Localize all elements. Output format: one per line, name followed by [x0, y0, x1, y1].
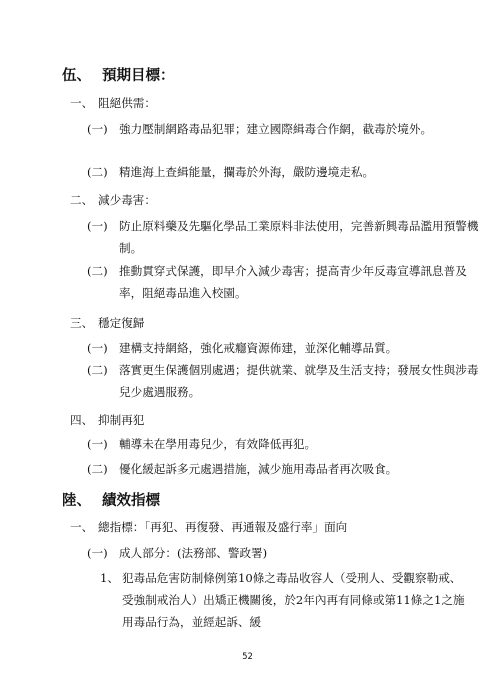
subitem-text: 建構支持網絡，強化戒癮資源佈建，並深化輔導品質。 [119, 341, 398, 355]
section-heading-5 [62, 64, 175, 85]
section-heading-6 [62, 489, 160, 510]
subitem [87, 359, 479, 403]
item-title: 減少毒害： [98, 193, 156, 207]
item-title: 穩定復歸 [98, 316, 145, 330]
item-number: 四、 [70, 413, 94, 427]
subitem-text: 優化緩起訴多元處遇措施，減少施用毒品者再次吸食。 [119, 462, 398, 476]
subitem-number: (一) [87, 219, 108, 233]
item-heading-1 [70, 96, 156, 110]
item-heading-3 [70, 316, 144, 330]
subitem-text: 防止原料藥及先驅化學品工業原料非法使用，完善新興毒品濫用預警機制。 [119, 219, 479, 255]
subitem-number: (一) [87, 437, 108, 451]
item-number: 二、 [70, 193, 94, 207]
subitem-number: (一) [87, 341, 108, 355]
subitem-text: 輔導未在學用毒兒少，有效降低再犯。 [119, 437, 317, 451]
item-title: 總指標：「再犯、再復發、再通報及盛行率」面向 [98, 520, 348, 534]
section-number: 伍、 [62, 68, 91, 84]
subitem [87, 337, 479, 359]
item-title: 阻絕供需： [98, 96, 156, 110]
subitem [87, 542, 479, 564]
subitem-number: (二) [87, 165, 108, 179]
item-number: 一、 [70, 520, 94, 534]
subitem-number: (二) [87, 363, 108, 377]
item-title: 抑制再犯 [98, 413, 145, 427]
subitem-text: 成人部分：(法務部、警政署) [119, 546, 268, 560]
subitem-number: (二) [87, 264, 108, 278]
item-heading-2 [70, 193, 156, 207]
subitem-text: 犯毒品危害防制條例第10條之毒品收容人（受刑人、受觀察勒戒、受強制戒治人）出矯正機關後，於2年內再有同條或第11條之1之施用毒品行為，並經起訴、緩 [122, 571, 465, 629]
subitem-text: 精進海上查緝能量，攔毒於外海，嚴防邊境走私。 [119, 165, 375, 179]
subitem-number: (二) [87, 462, 108, 476]
section-number: 陸、 [62, 493, 91, 509]
subitem-text: 落實更生保護個別處遇；提供就業、就學及生活支持；發展女性與涉毒兒少處遇服務。 [119, 363, 479, 399]
subitem-text: 推動貫穿式保護，即早介入減少毒害；提高青少年反毒宣導訊息普及率，阻絕毒品進入校園。 [119, 264, 467, 300]
subitem-number: (一) [87, 546, 108, 560]
subitem-number: (一) [87, 122, 108, 136]
subitem [87, 260, 479, 304]
item-heading-4 [70, 413, 144, 427]
subitem [87, 118, 479, 140]
subitem [87, 433, 479, 455]
subitem-numbered [100, 567, 469, 633]
subitem-text: 強力壓制網路毒品犯罪；建立國際緝毒合作網，截毒於境外。 [119, 122, 433, 136]
subitem [87, 215, 479, 259]
subitem-number: 1、 [100, 571, 119, 585]
section-title: 預期目標： [102, 68, 175, 84]
section-title: 績效指標 [102, 493, 160, 509]
item-heading-total [70, 520, 347, 534]
page-number: 52 [242, 652, 253, 662]
item-number: 一、 [70, 96, 94, 110]
subitem [87, 458, 479, 480]
subitem [87, 161, 479, 183]
item-number: 三、 [70, 316, 94, 330]
